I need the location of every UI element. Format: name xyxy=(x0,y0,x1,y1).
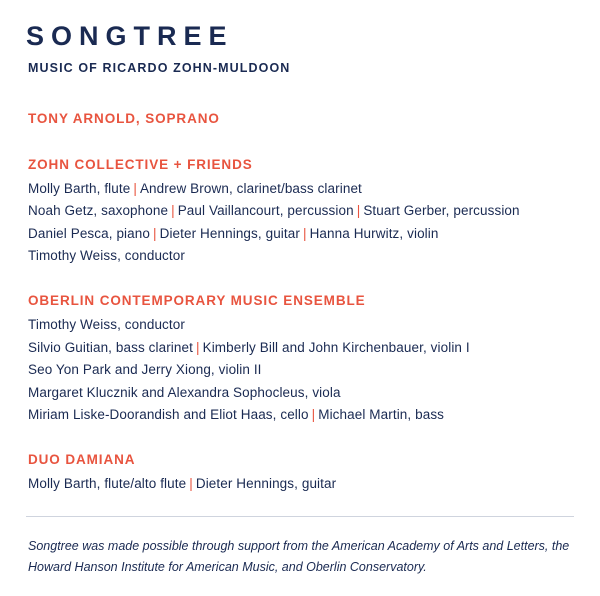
ensemble-section xyxy=(26,293,574,425)
separator-bar: | xyxy=(152,225,157,241)
performer-line xyxy=(28,360,574,380)
ensemble-section xyxy=(26,157,574,266)
separator-bar: | xyxy=(189,475,193,491)
performer-entry: Silvio Guitian, bass clarinet xyxy=(28,339,193,355)
performer-entry: Kimberly Bill and John Kirchenbauer, violin I xyxy=(202,339,470,355)
section-heading: DUO DAMIANA xyxy=(28,451,136,467)
performer-entry: Daniel Pesca, piano xyxy=(28,225,150,241)
performer-entry: Miriam Liske-Doorandish and Eliot Haas, cello xyxy=(28,407,309,423)
section-heading: ZOHN COLLECTIVE + FRIENDS xyxy=(28,156,253,172)
performer-line xyxy=(28,405,574,425)
ensemble-section xyxy=(26,452,574,494)
soloist-heading: TONY ARNOLD, SOPRANO xyxy=(28,110,220,126)
spacer xyxy=(26,75,574,111)
separator-bar: | xyxy=(302,225,307,241)
performer-entry: Stuart Gerber, percussion xyxy=(363,203,520,219)
performer-line xyxy=(28,201,574,221)
page-title: SONGTREE xyxy=(26,21,234,51)
performer-line xyxy=(28,224,574,244)
performer-entry: Molly Barth, flute/alto flute xyxy=(28,475,187,491)
performer-entry: Michael Martin, bass xyxy=(318,407,445,423)
separator-bar: | xyxy=(171,203,175,219)
performer-entry: Dieter Hennings, guitar xyxy=(159,225,300,241)
spacer xyxy=(26,133,574,157)
separator-bar: | xyxy=(356,203,361,219)
performer-entry: Hanna Hurwitz, violin xyxy=(309,225,439,241)
performer-entry: Seo Yon Park and Jerry Xiong, violin II xyxy=(28,362,262,378)
soloist-section xyxy=(26,111,574,126)
spacer xyxy=(26,428,574,452)
section-heading: OBERLIN CONTEMPORARY MUSIC ENSEMBLE xyxy=(28,292,366,308)
page-subtitle: MUSIC OF RICARDO ZOHN-MULDOON xyxy=(28,60,291,75)
performer-entry: Noah Getz, saxophone xyxy=(28,203,169,219)
performer-entry: Timothy Weiss, conductor xyxy=(28,316,185,332)
ensemble-sections xyxy=(26,157,574,494)
separator-bar: | xyxy=(311,407,316,423)
performer-entry: Paul Vaillancourt, percussion xyxy=(177,203,354,219)
footnote: Songtree was made possible through support from the American Academy of Arts and Letters, the Howard Hanson Institute for American Music, and Oberlin Conservatory. xyxy=(28,539,570,574)
performer-entry: Dieter Hennings, guitar xyxy=(195,475,337,491)
performer-line xyxy=(28,246,574,266)
performer-entry: Margaret Klucznik and Alexandra Sophocleus, viola xyxy=(28,384,341,400)
performer-line xyxy=(28,179,574,199)
performer-line xyxy=(28,315,574,335)
performer-line xyxy=(28,338,574,358)
spacer xyxy=(26,269,574,293)
divider xyxy=(26,516,574,517)
separator-bar: | xyxy=(133,180,137,196)
performer-entry: Molly Barth, flute xyxy=(28,180,131,196)
separator-bar: | xyxy=(195,339,200,355)
performer-line xyxy=(28,383,574,403)
performer-line xyxy=(28,474,574,494)
performer-entry: Andrew Brown, clarinet/bass clarinet xyxy=(139,180,362,196)
performer-entry: Timothy Weiss, conductor xyxy=(28,248,185,264)
